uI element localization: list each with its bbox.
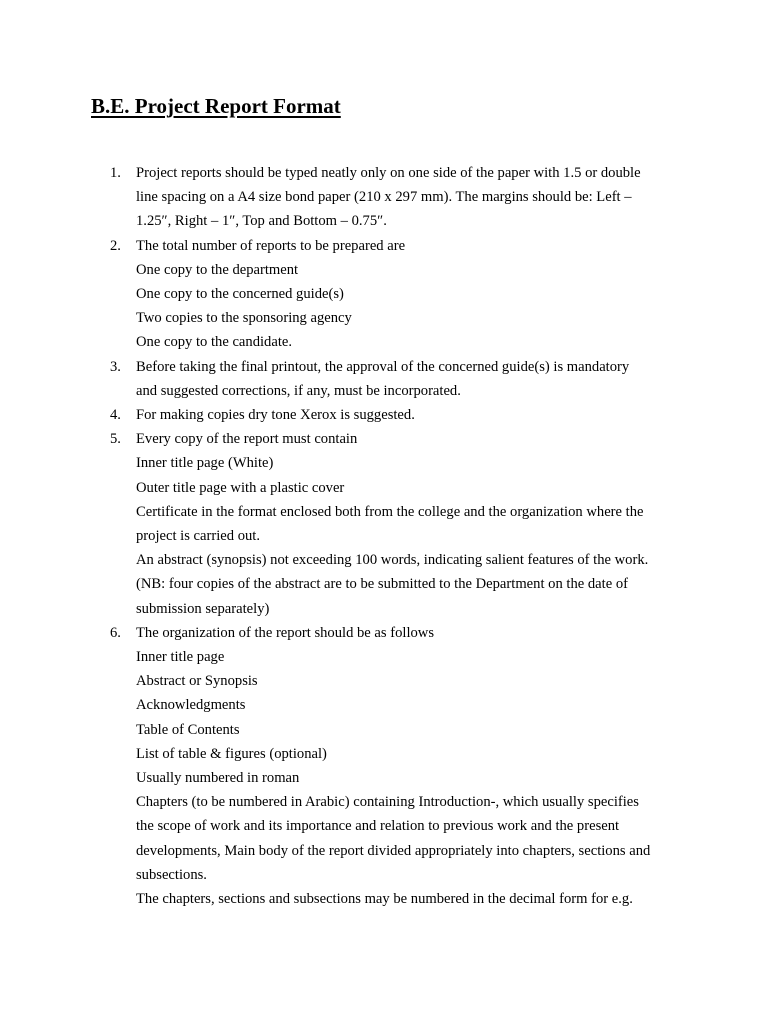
list-item-line: Acknowledgments: [136, 697, 246, 714]
list-item-line: The organization of the report should be as follows: [136, 624, 435, 641]
list-item-line: 1.25″, Right – 1″, Top and Bottom – 0.75″.: [136, 213, 387, 230]
list-item: [110, 355, 690, 403]
list-item: [110, 403, 690, 427]
list-item-line: submission separately): [136, 600, 270, 617]
list-item-line: developments, Main body of the report divided appropriately into chapters, sections and: [136, 842, 651, 859]
list-item-number: 3.: [110, 358, 121, 375]
list-item-line: the scope of work and its importance and relation to previous work and the present: [136, 818, 620, 835]
list-item-line: and suggested corrections, if any, must be incorporated.: [136, 382, 461, 399]
list-item-line: project is carried out.: [136, 528, 260, 545]
list-item: [110, 234, 690, 355]
list-item-number: 4.: [110, 407, 121, 424]
list-item: [110, 161, 690, 234]
list-item-line: Outer title page with a plastic cover: [136, 479, 345, 496]
list-item-number: 5.: [110, 431, 121, 448]
list-item-number: 1.: [110, 165, 121, 181]
list-item-line: Abstract or Synopsis: [136, 673, 258, 690]
list-item-line: One copy to the candidate.: [136, 334, 293, 351]
list-item-line: Certificate in the format enclosed both from the college and the organization where the: [136, 503, 644, 520]
list-item-line: An abstract (synopsis) not exceeding 100 words, indicating salient features of the work.: [136, 552, 649, 569]
numbered-list: [110, 161, 690, 911]
list-item-line: One copy to the department: [136, 261, 299, 278]
list-item-line: Before taking the final printout, the approval of the concerned guide(s) is mandatory: [136, 358, 630, 375]
list-item-line: One copy to the concerned guide(s): [136, 286, 344, 303]
list-item-line: Every copy of the report must contain: [136, 431, 358, 448]
list-item-number: 6.: [110, 624, 121, 641]
list-item-line: Two copies to the sponsoring agency: [136, 310, 352, 327]
list-item-line: subsections.: [136, 866, 207, 883]
list-item-line: Table of Contents: [136, 721, 240, 738]
list-item-line: List of table & figures (optional): [136, 745, 327, 762]
list-item-line: Inner title page: [136, 649, 225, 666]
list-item-line: The total number of reports to be prepared are: [136, 237, 406, 254]
document-title: B.E. Project Report Format: [91, 94, 341, 118]
list-item: [110, 621, 690, 911]
list-item-line: Inner title page (White): [136, 455, 274, 472]
list-item-line: For making copies dry tone Xerox is suggested.: [136, 407, 415, 424]
list-item: [110, 427, 690, 621]
list-item-line: Usually numbered in roman: [136, 770, 300, 787]
list-item-line: line spacing on a A4 size bond paper (210 x 297 mm). The margins should be: Left –: [136, 189, 632, 206]
list-item-line: Chapters (to be numbered in Arabic) containing Introduction-, which usually specifies: [136, 794, 639, 811]
list-item-line: Project reports should be typed neatly only on one side of the paper with 1.5 or double: [136, 165, 641, 181]
list-item-line: The chapters, sections and subsections may be numbered in the decimal form for e.g.: [136, 891, 633, 908]
list-item-number: 2.: [110, 237, 121, 254]
list-item-line: (NB: four copies of the abstract are to be submitted to the Department on the date of: [136, 576, 628, 593]
